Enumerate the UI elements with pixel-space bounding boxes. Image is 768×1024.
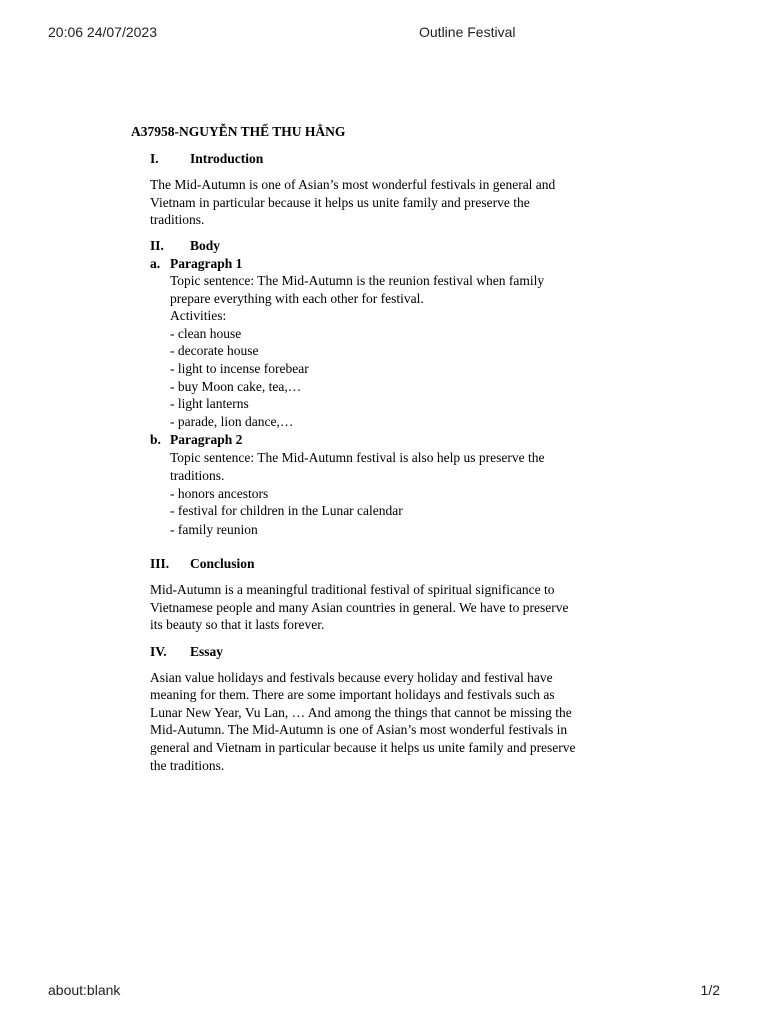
- essay-line: the traditions.: [150, 757, 225, 773]
- print-page-title: Outline Festival: [419, 24, 516, 40]
- intro-line: The Mid-Autumn is one of Asian’s most wonderful festivals in general and: [150, 177, 556, 192]
- intro-line: traditions.: [150, 212, 205, 228]
- essay-line: general and Vietnam in particular because it helps us unite family and preserve: [150, 739, 576, 755]
- list-item: - family reunion: [170, 521, 258, 537]
- list-item: - clean house: [170, 325, 242, 341]
- subsection-heading: Paragraph 2: [170, 432, 243, 447]
- list-item: - decorate house: [170, 343, 259, 359]
- topic-sentence-line: Topic sentence: The Mid-Autumn is the reunion festival when family: [170, 273, 545, 288]
- subsection-letter: a.: [150, 255, 161, 271]
- conclusion-line: its beauty so that it lasts forever.: [150, 617, 325, 633]
- list-item: - light to incense forebear: [170, 361, 309, 376]
- list-item: - honors ancestors: [170, 485, 269, 501]
- print-datetime: 20:06 24/07/2023: [48, 24, 157, 40]
- print-page-number: 1/2: [700, 982, 720, 998]
- print-url: about:blank: [48, 982, 121, 998]
- essay-line: Lunar New Year, Vu Lan, … And among the things that cannot be missing the: [150, 704, 572, 720]
- section-heading: Essay: [190, 644, 224, 659]
- section-numeral: IV.: [150, 644, 167, 659]
- section-heading: Conclusion: [190, 556, 255, 571]
- topic-sentence-line: prepare everything with each other for festival.: [170, 290, 424, 306]
- author-line: A37958-NGUYỄN THẾ THU HẰNG: [131, 124, 346, 139]
- conclusion-line: Mid-Autumn is a meaningful traditional festival of spiritual significance to: [150, 582, 555, 597]
- essay-line: Mid-Autumn. The Mid-Autumn is one of Asian’s most wonderful festivals in: [150, 722, 568, 738]
- list-item: - festival for children in the Lunar calendar: [170, 503, 403, 519]
- section-numeral: II.: [150, 238, 164, 253]
- essay-line: Asian value holidays and festivals because every holiday and festival have: [150, 669, 553, 685]
- section-heading: Body: [190, 238, 221, 253]
- list-item: - light lanterns: [170, 396, 249, 412]
- conclusion-line: Vietnamese people and many Asian countries in general. We have to preserve: [150, 599, 569, 615]
- topic-sentence-line: Topic sentence: The Mid-Autumn festival is also help us preserve the: [170, 450, 545, 465]
- section-heading: Introduction: [190, 151, 264, 166]
- list-item: - parade, lion dance,…: [170, 413, 294, 429]
- essay-line: meaning for them. There are some important holidays and festivals such as: [150, 687, 555, 703]
- print-header: [0, 24, 768, 44]
- activities-label: Activities:: [170, 308, 227, 324]
- print-footer: [0, 982, 768, 1002]
- section-numeral: III.: [150, 556, 170, 571]
- list-item: - buy Moon cake, tea,…: [170, 378, 302, 394]
- intro-line: Vietnam in particular because it helps us unite family and preserve the: [150, 194, 530, 210]
- subsection-letter: b.: [150, 432, 161, 447]
- topic-sentence-line: traditions.: [170, 468, 225, 483]
- subsection-heading: Paragraph 1: [170, 255, 243, 271]
- section-numeral: I.: [150, 151, 159, 166]
